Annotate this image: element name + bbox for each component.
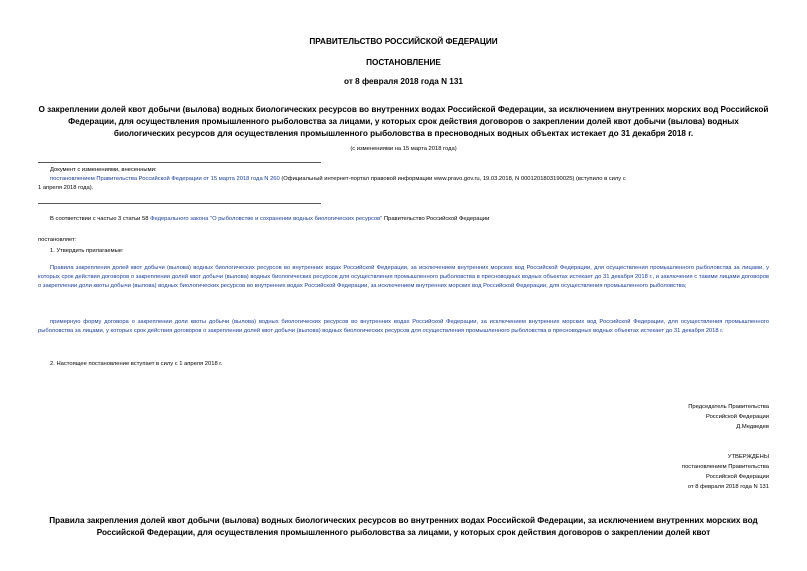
- divider-top: [38, 162, 321, 163]
- law-link[interactable]: Федерального закона "О рыболовстве и сохранении водных биологических ресурсов": [150, 216, 383, 222]
- divider-bottom: [38, 203, 321, 204]
- approval-line-3: Российской Федерации: [705, 474, 769, 480]
- rules-title: Правила закрепления долей квот добычи (вылова) водных биологических ресурсов во внутренних водах Российской Федерации, за исключением внутренних морских вод Российской Федерации, для осуществления промышленного рыболовства за лицами, у которых срок действия договоров о закреплении долей квот: [49, 516, 758, 537]
- signature-country: Российской Федерации: [705, 414, 769, 420]
- approval-heading: УТВЕРЖДЕНЫ: [727, 454, 769, 460]
- signature-block: [688, 402, 769, 432]
- preamble-prefix: В соответствии с частью 3 статьи 58: [50, 216, 151, 222]
- changes-source: (Официальный интернет-портал правовой информации www.pravo.gov.ru, 19.03.2018, N 0001201803190025) (вступило в силу с: [279, 176, 626, 182]
- item-1: 1. Утвердить прилагаемые:: [50, 248, 124, 254]
- form-link[interactable]: примерную форму договора о закреплении доли квоты добычи (вылова) водных биологических ресурсов во внутренних водах Российской Федерации, за исключением внутренних морских вод Российской Федерации, для осуществления промышленного рыболовства за лицами, у которых срок действия договоров о закреплении долей квот добычи (вылова) водных биологических ресурсов для осуществления промышленного рыболовства в пресноводных водных объектах истекает до 31 декабря 2018 г.: [38, 319, 769, 334]
- government-heading: ПРАВИТЕЛЬСТВО РОССИЙСКОЙ ФЕДЕРАЦИИ: [309, 37, 498, 46]
- changes-entry: [50, 175, 769, 184]
- redaction-note: (с изменениями на 15 марта 2018 года): [350, 146, 457, 152]
- signature-position: Председатель Правительства: [688, 404, 769, 410]
- document-title: О закреплении долей квот добычи (вылова) водных биологических ресурсов во внутренних водах Российской Федерации, за исключением внутренних морских вод Российской Федерации, для осуществления промышленного рыболовства за лицами, у которых срок действия договоров о закреплении долей квот добычи (вылова) водных биологических ресурсов для осуществления промышленного рыболовства в пресноводных водных объектах истекает до 31 декабря 2018 г.: [38, 105, 769, 138]
- approval-line-4: от 8 февраля 2018 года N 131: [687, 484, 769, 490]
- document-type-heading: ПОСТАНОВЛЕНИЕ: [366, 58, 441, 67]
- approval-block: [682, 452, 769, 492]
- item-2: 2. Настоящее постановление вступает в силу с 1 апреля 2018 г.: [50, 361, 223, 367]
- changes-link[interactable]: постановлением Правительства Российской Федерации от 15 марта 2018 года N 260: [50, 176, 280, 182]
- signature-name: Д.Медведев: [736, 424, 769, 430]
- rules-paragraph: [38, 264, 769, 291]
- date-number-heading: от 8 февраля 2018 года N 131: [344, 77, 463, 86]
- rules-link[interactable]: Правила закрепления долей квот добычи (вылова) водных биологических ресурсов во внутренних водах Российской Федерации, за исключением внутренних морских вод Российской Федерации, для осуществления промышленного рыболовства за лицами, у которых срок действия договоров о закреплении долей квот добычи (вылова) водных биологических ресурсов для осуществления промышленного рыболовства в пресноводных водных объектах истекает до 31 декабря 2018 г., и заключения с такими лицами договоров о закреплении доли квоты добычи (вылова) водных биологических ресурсов во внутренних водах Российской Федерации, за исключением внутренних морских вод Российской Федерации, для осуществления промышленного рыболовства;: [38, 265, 769, 289]
- preamble: [50, 215, 489, 224]
- changes-label: Документ с изменениями, внесенными:: [50, 167, 157, 173]
- decrees-text: постановляет:: [38, 237, 77, 243]
- changes-entry-continued: 1 апреля 2018 года).: [38, 185, 94, 191]
- form-paragraph: [38, 318, 769, 336]
- approval-line-2: постановлением Правительства: [681, 464, 769, 470]
- preamble-suffix: Правительство Российской Федерации: [382, 216, 490, 222]
